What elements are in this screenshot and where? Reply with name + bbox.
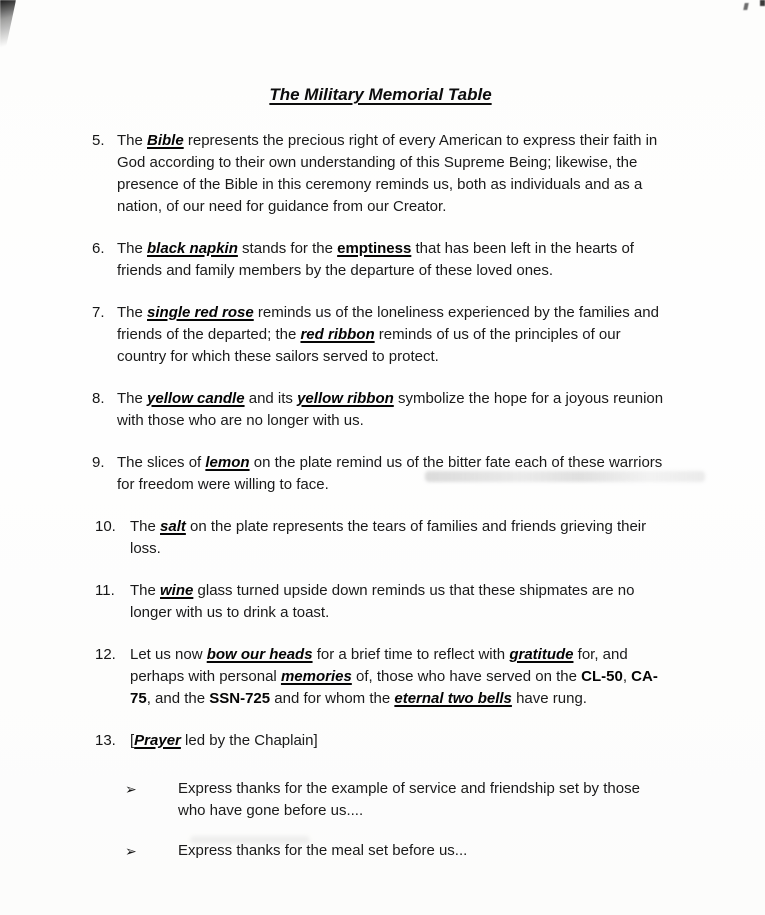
text-segment: , and the bbox=[146, 690, 210, 707]
item-number: 5. bbox=[92, 132, 105, 149]
text-segment: for a brief time to reflect with bbox=[312, 646, 510, 663]
emphasized-segment: CA-75 bbox=[130, 668, 658, 707]
sub-bullet-2 bbox=[125, 840, 765, 862]
list-item-13 bbox=[92, 730, 669, 752]
text-segment: [ bbox=[130, 732, 135, 749]
text-segment: The bbox=[130, 518, 161, 535]
prayer-sub-bullets bbox=[125, 778, 765, 862]
item-text bbox=[117, 388, 669, 432]
item-text bbox=[117, 130, 669, 218]
emphasized-segment: lemon bbox=[205, 454, 250, 471]
text-segment: The bbox=[117, 132, 148, 149]
emphasized-segment: wine bbox=[160, 582, 194, 599]
text-segment: that has been left in the hearts of friends and family members by the departure of these loved ones. bbox=[117, 240, 634, 279]
emphasized-segment: Prayer bbox=[134, 732, 181, 749]
item-text bbox=[130, 516, 669, 560]
text-segment: and its bbox=[244, 390, 298, 407]
item-text bbox=[117, 452, 669, 496]
emphasized-segment: gratitude bbox=[509, 646, 574, 663]
text-segment: The bbox=[130, 582, 161, 599]
sub-bullet-text: Express thanks for the example of service and friendship set by those who have gone before us.... bbox=[178, 780, 640, 819]
list-item-10 bbox=[92, 516, 669, 560]
text-segment: reminds us of the loneliness experienced by the families and friends of the departed; the bbox=[117, 304, 659, 343]
item-text bbox=[117, 302, 669, 368]
emphasized-segment: memories bbox=[280, 668, 352, 685]
text-segment: The bbox=[117, 390, 148, 407]
item-number: 6. bbox=[92, 240, 105, 257]
page-title bbox=[92, 84, 669, 106]
item-number: 12. bbox=[95, 646, 116, 663]
emphasized-segment: red ribbon bbox=[300, 326, 375, 343]
list-item-12 bbox=[92, 644, 669, 710]
emphasized-segment: CL-50 bbox=[581, 668, 623, 685]
text-segment: led by the Chaplain] bbox=[180, 732, 318, 749]
item-number: 10. bbox=[95, 518, 116, 535]
arrowhead-bullet-icon: ➢ bbox=[125, 781, 137, 797]
emphasized-segment: yellow candle bbox=[147, 390, 245, 407]
text-segment: reminds of us of the principles of our country for which these sailors served to protect. bbox=[117, 326, 621, 365]
text-segment: The bbox=[117, 240, 148, 257]
scan-artifact-top-right-corner bbox=[760, 0, 765, 6]
emphasized-segment: black napkin bbox=[147, 240, 238, 257]
item-number: 13. bbox=[95, 732, 116, 749]
emphasized-segment: emptiness bbox=[337, 240, 412, 257]
item-text bbox=[130, 644, 669, 710]
text-segment: The slices of bbox=[117, 454, 206, 471]
text-segment: and for whom the bbox=[270, 690, 395, 707]
emphasized-segment: salt bbox=[160, 518, 186, 535]
text-segment: of, those who have served on the bbox=[351, 668, 582, 685]
text-segment: have rung. bbox=[511, 690, 587, 707]
item-text bbox=[117, 238, 669, 282]
text-segment: represents the precious right of every American to express their faith in God according to their own understanding of this Supreme Being; likewise, the presence of the Bible in this ceremony reminds us, both as individuals and as a nation, of our need for guidance from our Creator. bbox=[117, 132, 658, 215]
list-item-6 bbox=[92, 238, 669, 282]
item-number: 7. bbox=[92, 304, 105, 321]
item-text bbox=[130, 580, 669, 624]
emphasized-segment: eternal two bells bbox=[394, 690, 512, 707]
emphasized-segment: single red rose bbox=[147, 304, 254, 321]
list-item-8 bbox=[92, 388, 669, 432]
emphasized-segment: SSN-725 bbox=[209, 690, 271, 707]
text-segment: stands for the bbox=[237, 240, 338, 257]
page-title-text: The Military Memorial Table bbox=[269, 85, 492, 104]
list-item-11 bbox=[92, 580, 669, 624]
text-segment: , bbox=[622, 668, 632, 685]
item-number: 8. bbox=[92, 390, 105, 407]
text-segment: The bbox=[117, 304, 148, 321]
text-segment: on the plate represents the tears of families and friends grieving their loss. bbox=[130, 518, 647, 557]
sub-bullet-1 bbox=[125, 778, 765, 822]
list-item-9 bbox=[92, 452, 669, 496]
item-number: 9. bbox=[92, 454, 105, 471]
list-item-5 bbox=[92, 130, 669, 218]
arrowhead-bullet-icon: ➢ bbox=[125, 843, 137, 859]
emphasized-segment: yellow ribbon bbox=[297, 390, 394, 407]
item-number: 11. bbox=[95, 582, 115, 599]
text-segment: Let us now bbox=[130, 646, 207, 663]
text-segment: glass turned upside down reminds us that these shipmates are no longer with us to drink a toast. bbox=[130, 582, 635, 621]
text-segment: symbolize the hope for a joyous reunion with those who are no longer with us. bbox=[117, 390, 664, 429]
scan-artifact-top-left bbox=[0, 0, 16, 62]
memorial-list bbox=[92, 130, 669, 752]
emphasized-segment: Bible bbox=[147, 132, 184, 149]
list-item-7 bbox=[92, 302, 669, 368]
scan-artifact-top-right-speck bbox=[743, 3, 748, 10]
emphasized-segment: bow our heads bbox=[206, 646, 313, 663]
sub-bullet-text: Express thanks for the meal set before us... bbox=[178, 842, 468, 859]
text-segment: on the plate remind us of the bitter fate each of these warriors for freedom were willing to face. bbox=[117, 454, 663, 493]
text-segment: for, and perhaps with personal bbox=[130, 646, 628, 685]
item-text bbox=[130, 730, 669, 752]
